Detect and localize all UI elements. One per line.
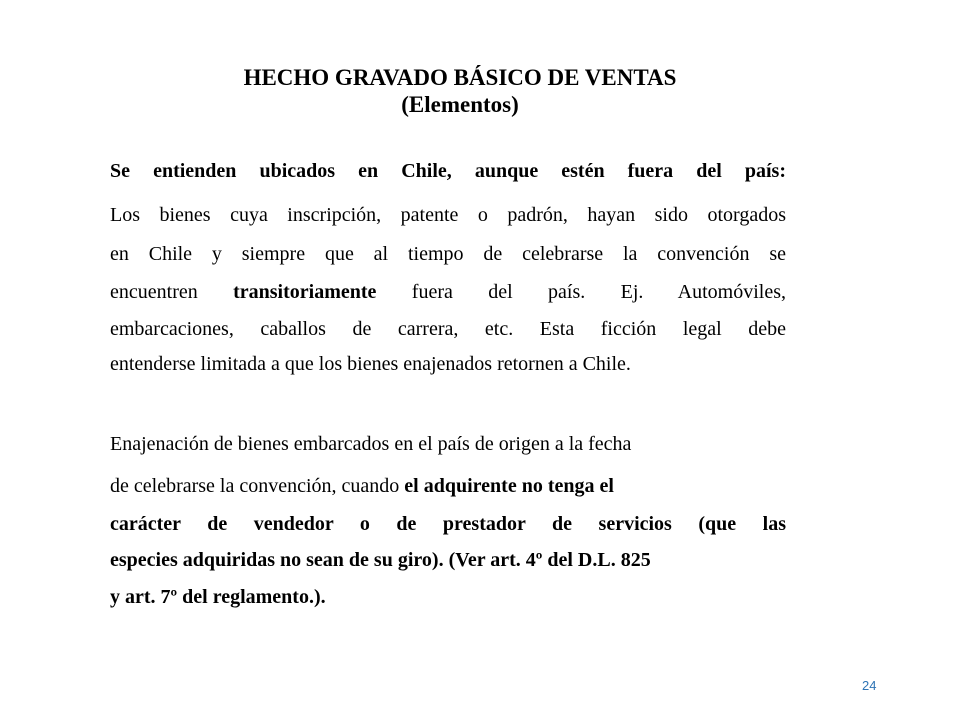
paragraph2-line4: especies adquiridas no sean de su giro). (Ver art. 4º del D.L. 825: [110, 549, 651, 571]
paragraph2-line5: y art. 7º del reglamento.).: [110, 586, 326, 608]
paragraph1-line3-end: fuera del país. Ej. Automóviles,: [411, 281, 786, 303]
paragraph2-line1: Enajenación de bienes embarcados en el país de origen a la fecha: [110, 433, 632, 455]
paragraph1-line4: embarcaciones, caballos de carrera, etc. Esta ficción legal debe: [110, 318, 786, 340]
title-line-1: HECHO GRAVADO BÁSICO DE VENTAS: [243, 65, 677, 90]
paragraph2-line2-start: de celebrarse la convención, cuando: [110, 475, 400, 497]
paragraph1-emphasis: transitoriamente: [233, 281, 377, 303]
paragraph2-line2: [110, 474, 770, 498]
paragraph1-line5: entenderse limitada a que los bienes enajenados retornen a Chile.: [110, 353, 631, 375]
paragraph1-line3-start: encuentren: [110, 281, 198, 303]
slide-title: [0, 64, 920, 118]
page-number: 24: [862, 678, 877, 693]
paragraph2-line3: carácter de vendedor o de prestador de servicios (que las: [110, 513, 786, 535]
paragraph1-line3: [110, 280, 786, 304]
paragraph1-line1: Los bienes cuya inscripción, patente o padrón, hayan sido otorgados: [110, 204, 786, 226]
intro-heading: Se entienden ubicados en Chile, aunque estén fuera del país:: [110, 160, 786, 182]
title-line-2: (Elementos): [401, 92, 519, 117]
paragraph2-emphasis: el adquirente no tenga el: [404, 475, 614, 497]
paragraph1-line2: en Chile y siempre que al tiempo de celebrarse la convención se: [110, 243, 786, 265]
